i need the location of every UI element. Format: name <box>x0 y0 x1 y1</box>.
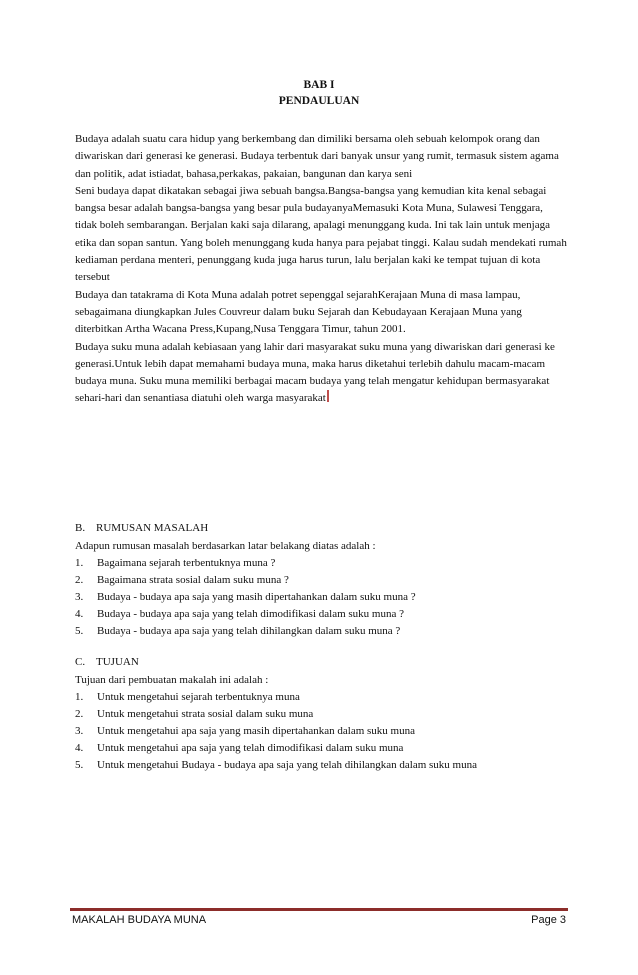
list-text: Untuk mengetahui Budaya - budaya apa saja yang telah dihilangkan dalam suku muna <box>97 759 477 771</box>
list-item <box>75 706 567 723</box>
chapter-title: PENDAULUAN <box>278 95 360 107</box>
section-c-list <box>75 689 567 774</box>
chapter-label: BAB I <box>303 79 335 91</box>
section-b-heading <box>75 520 567 537</box>
text-cursor <box>327 390 329 402</box>
list-number: 1. <box>75 691 84 703</box>
list-item <box>75 623 567 640</box>
list-number: 5. <box>75 625 84 637</box>
list-item <box>75 589 567 606</box>
intro-paragraph-1: Budaya adalah suatu cara hidup yang berkembang dan dimiliki bersama oleh sebuah kelompok orang dan diwariskan dari generasi ke generasi. Budaya terbentuk dari banyak unsur yang rumit, termasuk sistem agama dan politik, adat istiadat, bahasa,perkakas, pakaian, bangunan dan karya seni <box>75 133 559 180</box>
intro-body[interactable] <box>75 131 567 408</box>
list-item <box>75 740 567 757</box>
section-b-letter: B. <box>75 522 86 534</box>
list-number: 4. <box>75 608 84 620</box>
list-text: Bagaimana strata sosial dalam suku muna ? <box>97 574 289 586</box>
section-b-intro: Adapun rumusan masalah berdasarkan latar belakang diatas adalah : <box>75 540 376 552</box>
section-c-title: TUJUAN <box>96 656 139 668</box>
list-item <box>75 606 567 623</box>
intro-paragraph-4 <box>75 339 567 408</box>
section-c-intro: Tujuan dari pembuatan makalah ini adalah : <box>75 674 269 686</box>
section-b-list <box>75 555 567 640</box>
footer-rule <box>70 908 568 911</box>
list-item <box>75 689 567 706</box>
section-rumusan-masalah <box>75 520 567 640</box>
list-number: 3. <box>75 725 84 737</box>
list-text: Untuk mengetahui strata sosial dalam suku muna <box>97 708 314 720</box>
list-number: 1. <box>75 557 84 569</box>
intro-paragraph-2: Seni budaya dapat dikatakan sebagai jiwa sebuah bangsa.Bangsa-bangsa yang kemudian kita kenal sebagai bangsa besar adalah bangsa-bangsa yang besar pula budayanyaMemasuki Kota Muna, Sulawesi Tenggara, tidak boleh sembarangan. Berjalan kaki saja dilarang, apalagi menunggang kuda. Ini tak lain untuk menjaga etika dan sopan santun. Yang boleh menunggang kuda hanya para pejabat tinggi. Kalau sudah mendekati rumah kediaman perdana menteri, penunggang kuda juga harus turun, lalu berjalan kaki ke tempat tujuan di kota tersebut <box>75 184 567 284</box>
list-item <box>75 757 567 774</box>
list-number: 3. <box>75 591 84 603</box>
section-tujuan <box>75 654 567 774</box>
list-item <box>75 723 567 740</box>
list-number: 2. <box>75 708 84 720</box>
list-item <box>75 555 567 572</box>
list-text: Untuk mengetahui sejarah terbentuknya muna <box>97 691 300 703</box>
intro-paragraph-4-text: Budaya suku muna adalah kebiasaan yang lahir dari masyarakat suku muna yang diwariskan dari generasi ke generasi.Untuk lebih dapat memahami budaya muna, maka harus diketahui terlebih dahulu macam-macam budaya muna. Suku muna memiliki berbagai macam budaya yang telah mengatur kehidupan bermasyarakat sehari-hari dan senantiasa diatuhi oleh warga masyarakat <box>75 340 555 405</box>
section-b-title: RUMUSAN MASALAH <box>96 522 209 534</box>
list-item <box>75 572 567 589</box>
list-text: Untuk mengetahui apa saja yang telah dimodifikasi dalam suku muna <box>97 742 404 754</box>
list-number: 5. <box>75 759 84 771</box>
list-text: Bagaimana sejarah terbentuknya muna ? <box>97 557 276 569</box>
intro-paragraph-3: Budaya dan tatakrama di Kota Muna adalah potret sepenggal sejarahKerajaan Muna di masa lampau, sebagaimana diungkapkan Jules Couvreur dalam buku Sejarah dan Kebudayaan Kerajaan Muna yang diterbitkan Artha Wacana Press,Kupang,Nusa Tenggara Timur, tahun 2001. <box>75 288 522 336</box>
list-text: Budaya - budaya apa saja yang telah dimodifikasi dalam suku muna ? <box>97 608 404 620</box>
list-text: Untuk mengetahui apa saja yang masih dipertahankan dalam suku muna <box>97 725 415 737</box>
list-text: Budaya - budaya apa saja yang masih dipertahankan dalam suku muna ? <box>97 591 416 603</box>
page-number: Page 3 <box>531 914 566 926</box>
list-number: 2. <box>75 574 84 586</box>
list-text: Budaya - budaya apa saja yang telah dihilangkan dalam suku muna ? <box>97 625 401 637</box>
footer-title: MAKALAH BUDAYA MUNA <box>72 914 207 926</box>
section-c-letter: C. <box>75 656 86 668</box>
list-number: 4. <box>75 742 84 754</box>
section-c-heading <box>75 654 567 671</box>
